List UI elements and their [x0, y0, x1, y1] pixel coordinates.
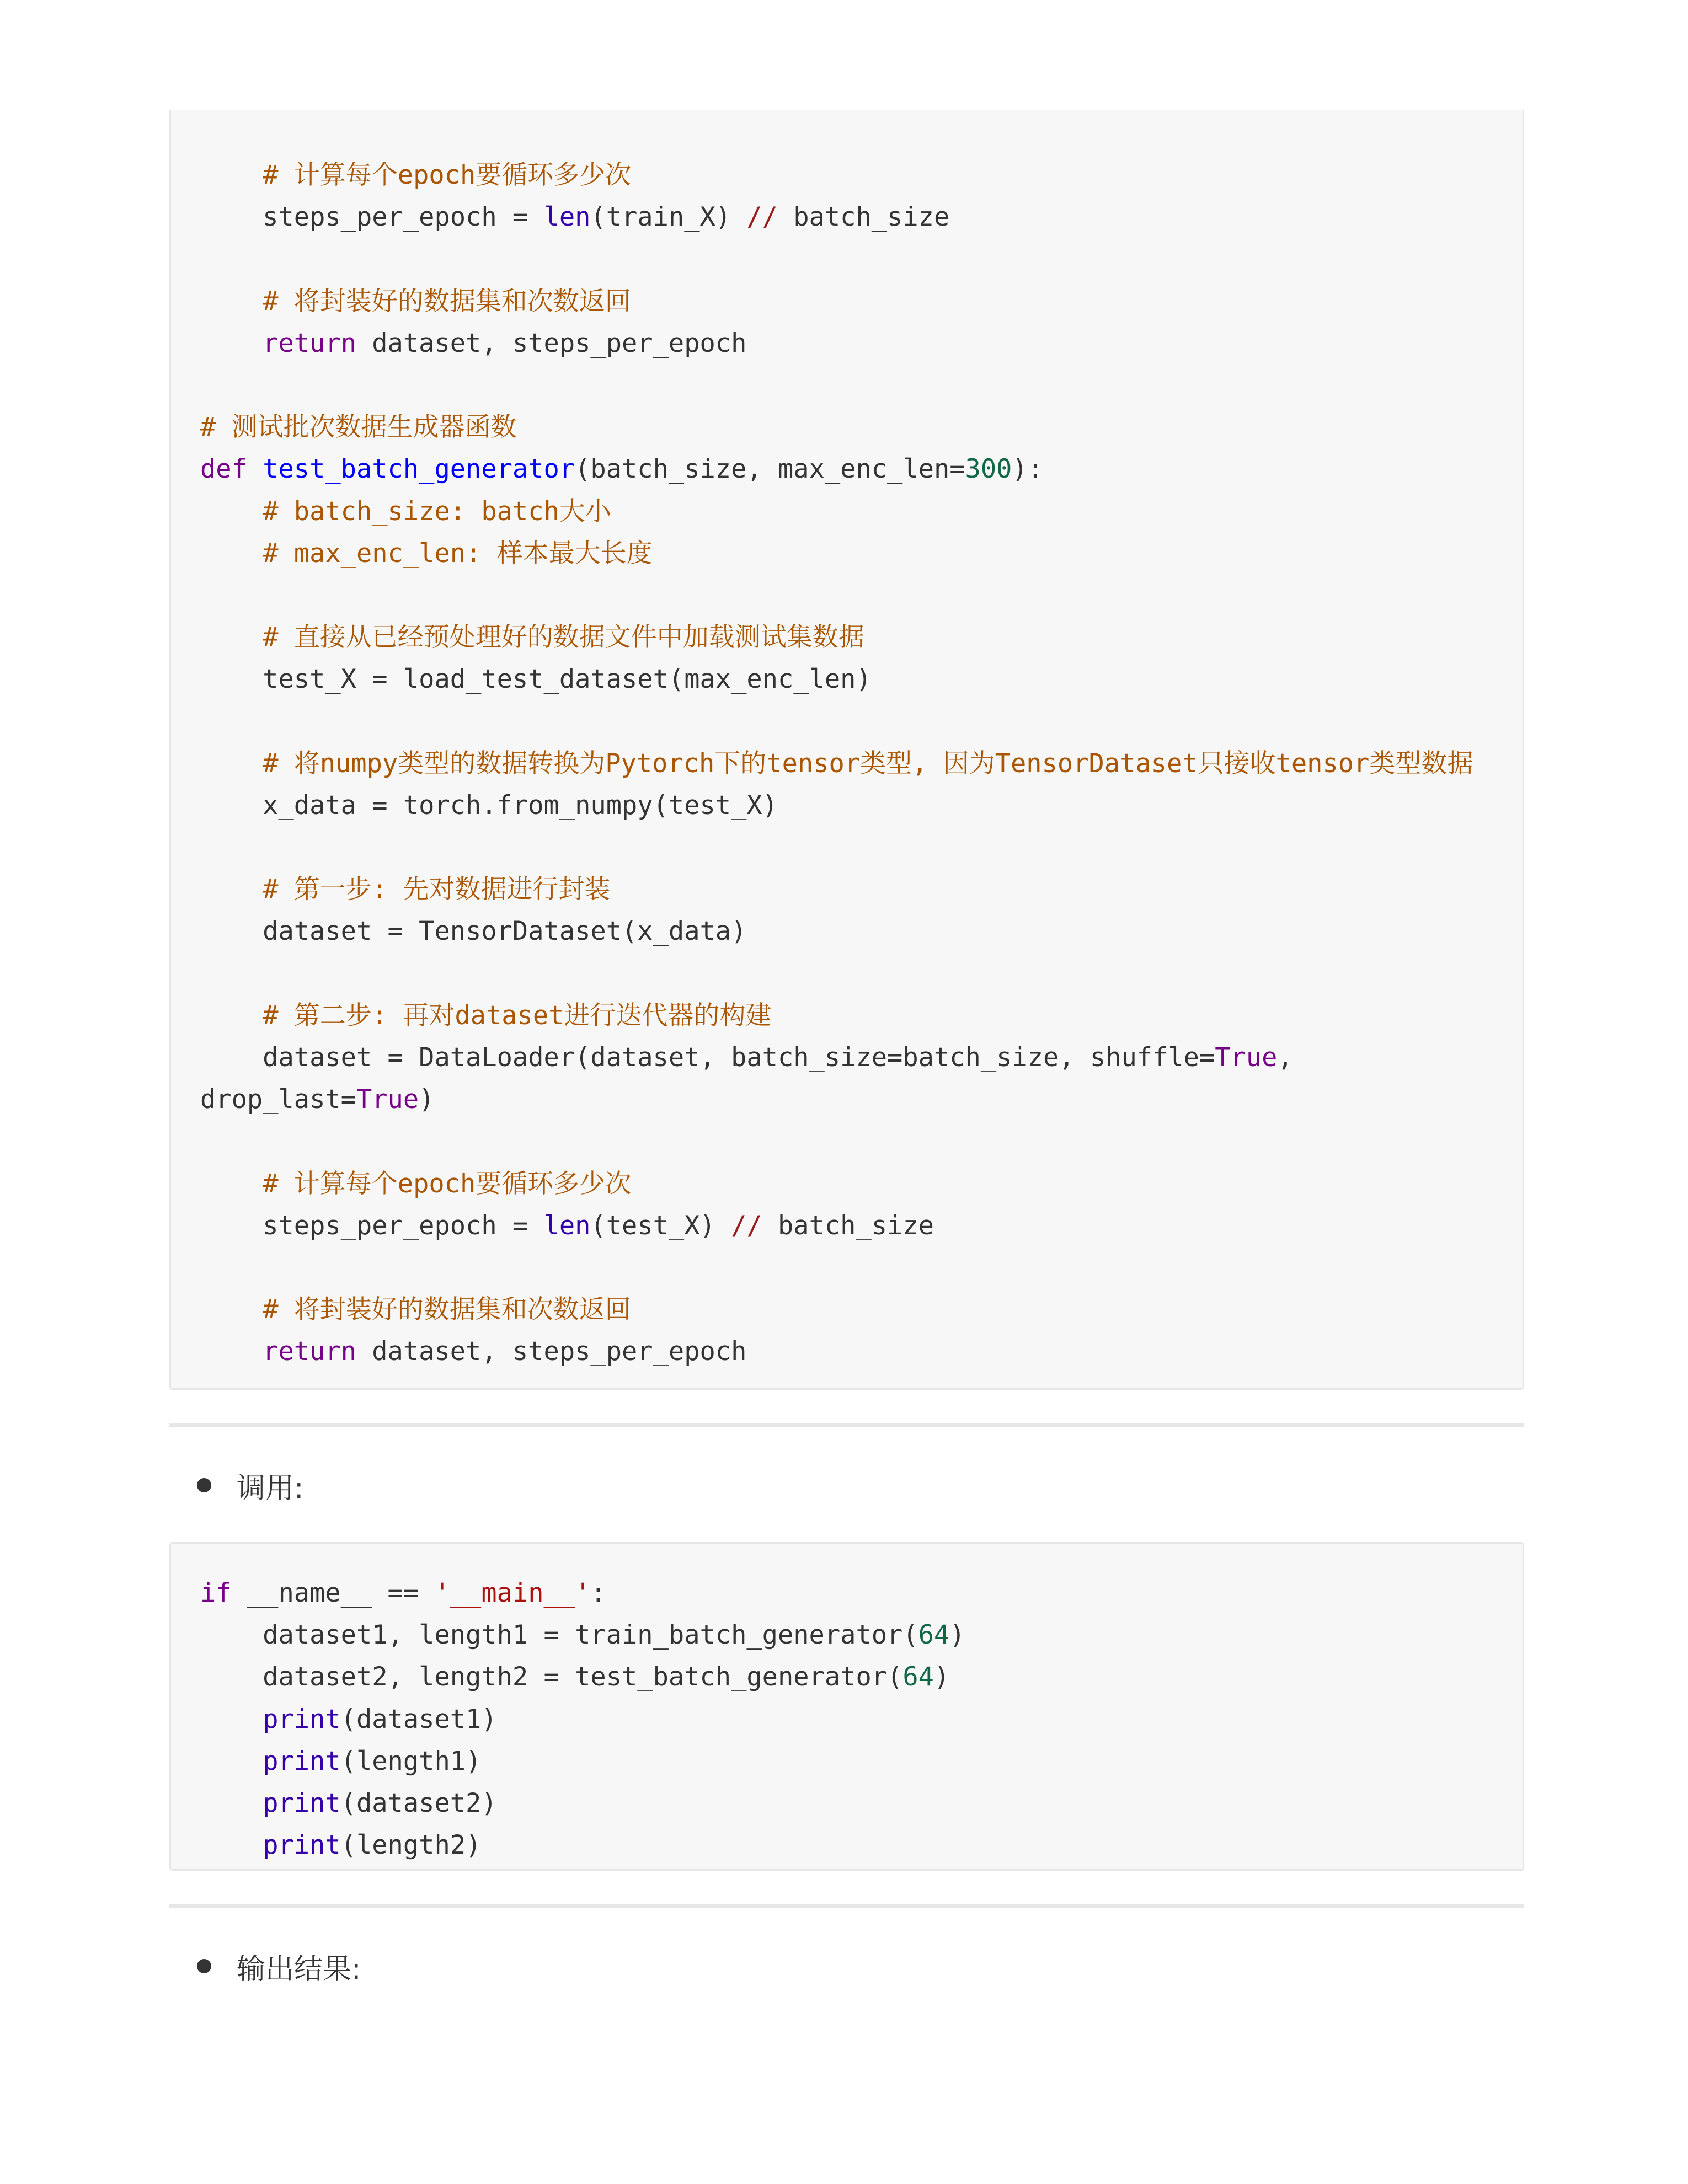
code-token [200, 622, 263, 652]
code-line [200, 995, 1473, 1037]
code-token-comment: # 第二步: 再对dataset进行迭代器的构建 [263, 1000, 772, 1031]
code-token: __name__ == [231, 1578, 435, 1608]
code-token: batch_size [777, 202, 950, 233]
code-token-builtin: print [263, 1704, 341, 1735]
code-line [200, 1782, 965, 1824]
code-line [200, 1163, 1473, 1205]
code-token [247, 454, 263, 484]
code-line [200, 154, 1473, 196]
code-token-comment: # 将封装好的数据集和次数返回 [263, 1294, 631, 1325]
code-token: (train_X) [590, 202, 747, 233]
code-line [200, 659, 1473, 700]
code-token-comment: # max_enc_len: 样本最大长度 [263, 538, 653, 569]
code-token: (test_X) [590, 1210, 731, 1241]
code-token: ) [933, 1662, 950, 1693]
code-token [200, 1000, 263, 1031]
code-line [200, 281, 1473, 323]
code-line [200, 1289, 1473, 1331]
code-token-builtin: len [543, 202, 591, 233]
horizontal-rule [169, 1904, 1524, 1908]
code-token-keyword: True [356, 1084, 419, 1115]
code-token-number: 64 [918, 1620, 950, 1651]
code-token: (length2) [340, 1830, 482, 1861]
code-token-builtin: len [543, 1210, 591, 1241]
code-token: dataset1, length1 = train_batch_generator( [200, 1620, 918, 1651]
code-token: dataset2, length2 = test_batch_generator( [200, 1662, 903, 1693]
code-token-comment: # 第一步: 先对数据进行封装 [263, 874, 611, 905]
code-token-comment: # 计算每个epoch要循环多少次 [263, 160, 632, 190]
code-line [200, 1741, 965, 1782]
code-token [200, 874, 263, 904]
code-line [200, 1121, 1473, 1163]
code-token [200, 286, 263, 317]
code-line [200, 617, 1473, 659]
code-line [200, 953, 1473, 995]
code-line [200, 196, 1473, 238]
code-token [200, 1169, 263, 1199]
code-token: ) [949, 1620, 965, 1651]
code-token-number: 300 [965, 454, 1012, 485]
code-token [200, 1788, 263, 1818]
code-line [200, 1656, 965, 1698]
code-line [200, 533, 1473, 575]
code-token: (batch_size, max_enc_len= [575, 454, 965, 485]
code-token: dataset, steps_per_epoch [356, 1336, 747, 1367]
code-token [200, 1294, 263, 1325]
list-item-label: 输出结果: [237, 1952, 361, 1986]
code-line [200, 448, 1473, 490]
code-token-number: 64 [902, 1662, 934, 1693]
code-token-keyword: return [263, 1336, 356, 1367]
code-token: ): [1012, 454, 1044, 485]
list-item-output [197, 1941, 361, 1991]
code-line [200, 365, 1473, 406]
code-line [200, 743, 1473, 785]
code-token-keyword: True [1215, 1042, 1278, 1073]
list-item-label: 调用: [237, 1471, 304, 1505]
horizontal-rule [169, 1423, 1524, 1427]
code-token: (dataset1) [340, 1704, 497, 1735]
code-lines [200, 154, 1473, 1373]
code-token: batch_size [762, 1210, 934, 1241]
code-token-op: // [731, 1210, 762, 1241]
code-line [200, 323, 1473, 365]
code-line [200, 238, 1473, 280]
code-token [200, 1830, 263, 1860]
code-token [200, 1336, 263, 1367]
code-line [200, 575, 1473, 617]
code-line [200, 1205, 1473, 1247]
code-token: steps_per_epoch = [200, 1210, 544, 1241]
code-token-def: test_batch_generator [263, 454, 575, 485]
code-token-comment: # 测试批次数据生成器函数 [200, 412, 517, 443]
code-token: steps_per_epoch = [200, 202, 544, 233]
code-token: dataset = DataLoader(dataset, batch_size=batch_size, shuffle= [200, 1042, 1215, 1073]
code-line [200, 1614, 965, 1656]
bullet-icon [197, 1478, 211, 1492]
code-token-comment: # 计算每个epoch要循环多少次 [263, 1168, 632, 1199]
code-line [200, 869, 1473, 911]
code-line [200, 1331, 1473, 1373]
code-line [200, 785, 1473, 827]
code-token-keyword: return [263, 328, 356, 358]
code-token-builtin: print [263, 1746, 341, 1776]
code-line [200, 827, 1473, 869]
code-line [200, 406, 1473, 448]
code-token: x_data = torch.from_numpy(test_X) [200, 790, 778, 821]
code-line [200, 1079, 1473, 1121]
code-token-keyword: def [200, 454, 247, 485]
code-token [200, 538, 263, 569]
code-token: , [1277, 1042, 1293, 1073]
code-token: test_X = load_test_dataset(max_enc_len) [200, 664, 872, 695]
bullet-icon [197, 1959, 211, 1973]
code-token: ) [419, 1084, 435, 1115]
code-token: dataset, steps_per_epoch [356, 328, 747, 358]
code-token-comment: # 将numpy类型的数据转换为Pytorch下的tensor类型, 因为TensorDataset只接收tensor类型数据 [263, 748, 1473, 779]
code-block-main-call [169, 1542, 1524, 1871]
code-token-op: // [746, 202, 778, 233]
code-token-comment: # batch_size: batch大小 [263, 496, 611, 527]
code-line [200, 491, 1473, 533]
code-line [200, 1699, 965, 1741]
code-token [200, 748, 263, 779]
code-token [200, 1704, 263, 1735]
list-item-call [197, 1460, 304, 1510]
code-token [200, 496, 263, 527]
code-lines [200, 1572, 965, 1866]
code-token: : [590, 1578, 606, 1608]
code-token: dataset = TensorDataset(x_data) [200, 916, 747, 947]
code-line [200, 911, 1473, 952]
code-line [200, 1247, 1473, 1289]
code-line [200, 1824, 965, 1866]
code-line [200, 1572, 965, 1614]
code-token: (length1) [340, 1746, 482, 1776]
code-token-builtin: print [263, 1830, 341, 1861]
code-token-comment: # 直接从已经预处理好的数据文件中加载测试集数据 [263, 622, 864, 653]
code-token: (dataset2) [340, 1787, 497, 1818]
code-token: drop_last= [200, 1084, 356, 1115]
code-token [200, 1746, 263, 1776]
code-block-test-batch-generator [169, 110, 1524, 1390]
code-token [200, 328, 263, 358]
code-token-comment: # 将封装好的数据集和次数返回 [263, 286, 631, 317]
code-token-keyword: if [200, 1578, 232, 1608]
code-token-builtin: print [263, 1787, 341, 1818]
code-line [200, 1037, 1473, 1079]
code-token [200, 160, 263, 190]
code-token-string: '__main__' [434, 1578, 591, 1608]
code-line [200, 700, 1473, 742]
